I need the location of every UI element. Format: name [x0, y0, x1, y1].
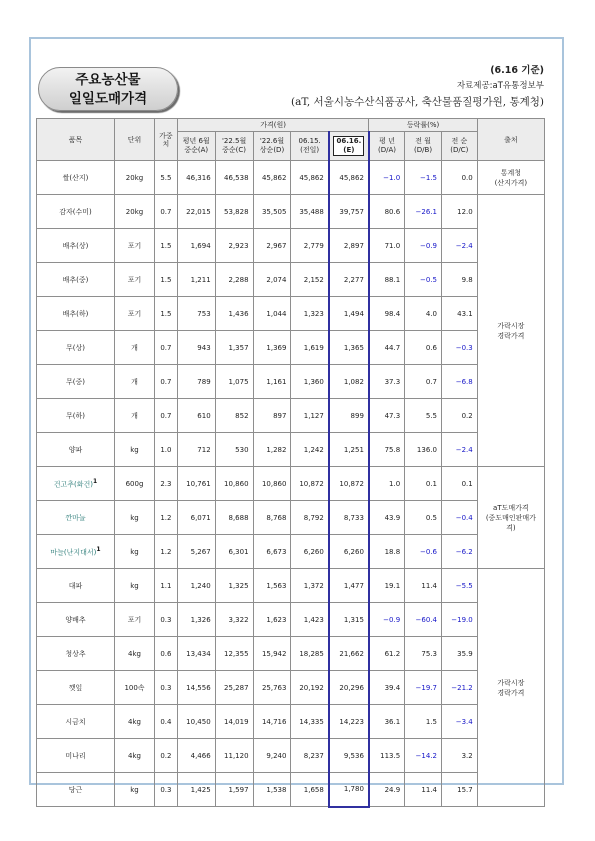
rate-vs-normal: 71.0 — [369, 229, 405, 263]
rate-vs-period: 12.0 — [441, 195, 477, 229]
rate-vs-period: 35.9 — [441, 637, 477, 671]
weight-cell: 0.2 — [155, 739, 178, 773]
weight-cell: 0.3 — [155, 671, 178, 705]
unit-cell: 100속 — [114, 671, 154, 705]
table-row — [37, 569, 545, 603]
unit-cell: 포기 — [114, 603, 154, 637]
rate-vs-period: −2.4 — [441, 229, 477, 263]
price-june: 15,942 — [253, 637, 291, 671]
rate-vs-normal: 75.8 — [369, 433, 405, 467]
price-june: 8,768 — [253, 501, 291, 535]
price-normal: 1,211 — [177, 263, 215, 297]
table-row — [37, 263, 545, 297]
price-normal: 14,556 — [177, 671, 215, 705]
header-weight: 가중치 — [155, 119, 178, 161]
rate-vs-month: −1.5 — [405, 161, 442, 195]
rate-vs-period: −6.8 — [441, 365, 477, 399]
price-prev-day: 10,872 — [291, 467, 329, 501]
item-name: 시금치 — [37, 705, 115, 739]
rate-vs-normal: 88.1 — [369, 263, 405, 297]
table-row — [37, 773, 545, 807]
price-normal: 13,434 — [177, 637, 215, 671]
rate-vs-normal: 113.5 — [369, 739, 405, 773]
rate-vs-month: −0.9 — [405, 229, 442, 263]
price-may: 1,436 — [215, 297, 253, 331]
rate-vs-period: 15.7 — [441, 773, 477, 807]
price-june: 1,538 — [253, 773, 291, 807]
price-today: 21,662 — [329, 637, 369, 671]
unit-cell: 포기 — [114, 263, 154, 297]
price-today: 10,872 — [329, 467, 369, 501]
price-normal: 753 — [177, 297, 215, 331]
price-normal: 10,450 — [177, 705, 215, 739]
price-normal: 46,316 — [177, 161, 215, 195]
item-name: 마늘(난지대서)$^1$ — [37, 535, 115, 569]
price-normal: 5,267 — [177, 535, 215, 569]
price-prev-day: 1,372 — [291, 569, 329, 603]
reference-date: (6.16 기준) — [490, 65, 544, 76]
header-price-col: 06.15. (전일) — [291, 132, 329, 161]
header-price-col: 평년 6월 중순(A) — [177, 132, 215, 161]
price-prev-day: 6,260 — [291, 535, 329, 569]
unit-cell: kg — [114, 535, 154, 569]
price-today: 1,365 — [329, 331, 369, 365]
weight-cell: 0.3 — [155, 603, 178, 637]
price-may: 14,019 — [215, 705, 253, 739]
price-prev-day: 1,360 — [291, 365, 329, 399]
price-table — [36, 118, 545, 808]
price-prev-day: 35,488 — [291, 195, 329, 229]
weight-cell: 1.5 — [155, 229, 178, 263]
item-name: 당근 — [37, 773, 115, 807]
rate-vs-period: 9.8 — [441, 263, 477, 297]
rate-vs-month: 11.4 — [405, 773, 442, 807]
rate-vs-period: −0.4 — [441, 501, 477, 535]
price-today: 1,780 — [329, 773, 369, 807]
price-june: 9,240 — [253, 739, 291, 773]
item-name: 배추(상) — [37, 229, 115, 263]
price-may: 852 — [215, 399, 253, 433]
header-source: 출처 — [477, 119, 544, 161]
weight-cell: 0.3 — [155, 773, 178, 807]
source-cell: 가락시장 경락가격 — [477, 569, 544, 807]
footnote-marker: 1 — [93, 477, 98, 485]
table-row — [37, 467, 545, 501]
price-today: 8,733 — [329, 501, 369, 535]
weight-cell: 0.7 — [155, 399, 178, 433]
unit-cell: kg — [114, 501, 154, 535]
title-line-1: 주요농산물 — [75, 72, 141, 88]
table-row — [37, 637, 545, 671]
item-name: 쌀(산지) — [37, 161, 115, 195]
unit-cell: 포기 — [114, 229, 154, 263]
price-june: 1,623 — [253, 603, 291, 637]
table-row — [37, 161, 545, 195]
price-june: 25,763 — [253, 671, 291, 705]
unit-cell: 20kg — [114, 161, 154, 195]
rate-vs-period: −2.4 — [441, 433, 477, 467]
price-today: 2,277 — [329, 263, 369, 297]
rate-vs-normal: 18.8 — [369, 535, 405, 569]
item-name: 건고추(화건)$^1$ — [37, 467, 115, 501]
rate-vs-period: −19.0 — [441, 603, 477, 637]
rate-vs-month: 0.6 — [405, 331, 442, 365]
rate-vs-normal: 44.7 — [369, 331, 405, 365]
rate-vs-month: 136.0 — [405, 433, 442, 467]
weight-cell: 0.7 — [155, 365, 178, 399]
table-row — [37, 671, 545, 705]
price-normal: 1,240 — [177, 569, 215, 603]
price-today: 14,223 — [329, 705, 369, 739]
item-name: 무(하) — [37, 399, 115, 433]
rate-vs-normal: 19.1 — [369, 569, 405, 603]
header-price-col: '22.5월 중순(C) — [215, 132, 253, 161]
rate-vs-month: −0.6 — [405, 535, 442, 569]
item-name: 무(상) — [37, 331, 115, 365]
table-row — [37, 229, 545, 263]
price-may: 2,288 — [215, 263, 253, 297]
rate-vs-normal: 80.6 — [369, 195, 405, 229]
rate-vs-normal: 61.2 — [369, 637, 405, 671]
unit-cell: 개 — [114, 399, 154, 433]
rate-vs-month: −19.7 — [405, 671, 442, 705]
price-may: 12,355 — [215, 637, 253, 671]
price-today: 2,897 — [329, 229, 369, 263]
price-today: 1,251 — [329, 433, 369, 467]
rate-vs-period: −5.5 — [441, 569, 477, 603]
price-may: 10,860 — [215, 467, 253, 501]
rate-vs-month: 11.4 — [405, 569, 442, 603]
table-row — [37, 603, 545, 637]
source-cell: 통계청 (산지가격) — [477, 161, 544, 195]
unit-cell: 포기 — [114, 297, 154, 331]
price-prev-day: 1,242 — [291, 433, 329, 467]
weight-cell: 0.4 — [155, 705, 178, 739]
price-may: 530 — [215, 433, 253, 467]
weight-cell: 0.6 — [155, 637, 178, 671]
rate-vs-month: 75.3 — [405, 637, 442, 671]
data-sources: (aT, 서울시농수산식품공사, 축산물품질평가원, 통계청) — [291, 96, 544, 108]
weight-cell: 1.5 — [155, 297, 178, 331]
price-june: 14,716 — [253, 705, 291, 739]
data-provider: 자료제공:aT유통정보부 — [456, 81, 544, 91]
price-may: 1,075 — [215, 365, 253, 399]
rate-vs-month: 4.0 — [405, 297, 442, 331]
price-prev-day: 8,237 — [291, 739, 329, 773]
rate-vs-period: 3.2 — [441, 739, 477, 773]
table-row — [37, 705, 545, 739]
unit-cell: 4kg — [114, 739, 154, 773]
rate-vs-normal: 39.4 — [369, 671, 405, 705]
rate-vs-normal: 43.9 — [369, 501, 405, 535]
price-may: 1,357 — [215, 331, 253, 365]
item-name: 청상추 — [37, 637, 115, 671]
weight-cell: 1.0 — [155, 433, 178, 467]
source-cell: aT도매가격 (중도매인판매가 격) — [477, 467, 544, 569]
report-title-badge — [38, 67, 178, 111]
rate-vs-normal: 36.1 — [369, 705, 405, 739]
price-today: 1,477 — [329, 569, 369, 603]
price-today: 45,862 — [329, 161, 369, 195]
rate-vs-normal: −0.9 — [369, 603, 405, 637]
price-prev-day: 1,323 — [291, 297, 329, 331]
table-row — [37, 365, 545, 399]
rate-vs-period: −3.4 — [441, 705, 477, 739]
table-row — [37, 501, 545, 535]
header-rate-col: 평 년 (D/A) — [369, 132, 405, 161]
price-prev-day: 45,862 — [291, 161, 329, 195]
weight-cell: 1.5 — [155, 263, 178, 297]
price-may: 1,325 — [215, 569, 253, 603]
price-normal: 712 — [177, 433, 215, 467]
price-may: 8,688 — [215, 501, 253, 535]
item-name: 깻잎 — [37, 671, 115, 705]
price-june: 897 — [253, 399, 291, 433]
price-prev-day: 2,152 — [291, 263, 329, 297]
price-june: 1,044 — [253, 297, 291, 331]
price-today: 1,494 — [329, 297, 369, 331]
price-normal: 943 — [177, 331, 215, 365]
table-row — [37, 535, 545, 569]
rate-vs-month: 0.1 — [405, 467, 442, 501]
price-prev-day: 1,127 — [291, 399, 329, 433]
rate-vs-month: 0.5 — [405, 501, 442, 535]
rate-vs-normal: 47.3 — [369, 399, 405, 433]
weight-cell: 1.2 — [155, 535, 178, 569]
price-may: 25,287 — [215, 671, 253, 705]
price-june: 1,563 — [253, 569, 291, 603]
item-name: 양파 — [37, 433, 115, 467]
price-prev-day: 1,658 — [291, 773, 329, 807]
rate-vs-month: −60.4 — [405, 603, 442, 637]
header-rate-col: 전 월 (D/B) — [405, 132, 442, 161]
price-prev-day: 8,792 — [291, 501, 329, 535]
price-today: 1,082 — [329, 365, 369, 399]
weight-cell: 1.1 — [155, 569, 178, 603]
price-june: 35,505 — [253, 195, 291, 229]
rate-vs-month: −14.2 — [405, 739, 442, 773]
weight-cell: 5.5 — [155, 161, 178, 195]
rate-vs-normal: 98.4 — [369, 297, 405, 331]
table-row — [37, 297, 545, 331]
weight-cell: 2.3 — [155, 467, 178, 501]
header-unit: 단위 — [114, 119, 154, 161]
price-june: 6,673 — [253, 535, 291, 569]
unit-cell: 개 — [114, 331, 154, 365]
unit-cell: 20kg — [114, 195, 154, 229]
table-row — [37, 195, 545, 229]
rate-vs-month: 1.5 — [405, 705, 442, 739]
header-price-group: 가격(원) — [177, 119, 369, 132]
unit-cell: kg — [114, 433, 154, 467]
price-today: 6,260 — [329, 535, 369, 569]
rate-vs-period: 0.1 — [441, 467, 477, 501]
item-name: 감자(수미) — [37, 195, 115, 229]
weight-cell: 0.7 — [155, 331, 178, 365]
rate-vs-period: −6.2 — [441, 535, 477, 569]
price-june: 10,860 — [253, 467, 291, 501]
header-rate-group: 등락률(%) — [369, 119, 477, 132]
rate-vs-normal: 37.3 — [369, 365, 405, 399]
price-today: 1,315 — [329, 603, 369, 637]
price-prev-day: 2,779 — [291, 229, 329, 263]
item-name: 배추(하) — [37, 297, 115, 331]
rate-vs-period: −0.3 — [441, 331, 477, 365]
price-prev-day: 18,285 — [291, 637, 329, 671]
item-name: 깐마늘 — [37, 501, 115, 535]
rate-vs-month: 5.5 — [405, 399, 442, 433]
price-today: 9,536 — [329, 739, 369, 773]
price-normal: 789 — [177, 365, 215, 399]
table-row — [37, 433, 545, 467]
weight-cell: 0.7 — [155, 195, 178, 229]
rate-vs-month: −0.5 — [405, 263, 442, 297]
rate-vs-month: 0.7 — [405, 365, 442, 399]
unit-cell: kg — [114, 773, 154, 807]
unit-cell: 개 — [114, 365, 154, 399]
rate-vs-period: −21.2 — [441, 671, 477, 705]
price-normal: 6,071 — [177, 501, 215, 535]
table-row — [37, 331, 545, 365]
price-may: 53,828 — [215, 195, 253, 229]
price-may: 3,322 — [215, 603, 253, 637]
price-prev-day: 1,619 — [291, 331, 329, 365]
price-june: 2,967 — [253, 229, 291, 263]
unit-cell: kg — [114, 569, 154, 603]
price-today: 20,296 — [329, 671, 369, 705]
footnote-marker: 1 — [96, 545, 101, 553]
rate-vs-period: 0.0 — [441, 161, 477, 195]
unit-cell: 600g — [114, 467, 154, 501]
table-row — [37, 399, 545, 433]
price-june: 2,074 — [253, 263, 291, 297]
price-today: 39,757 — [329, 195, 369, 229]
unit-cell: 4kg — [114, 705, 154, 739]
price-prev-day: 1,423 — [291, 603, 329, 637]
table-row — [37, 739, 545, 773]
price-normal: 22,015 — [177, 195, 215, 229]
price-prev-day: 20,192 — [291, 671, 329, 705]
price-may: 11,120 — [215, 739, 253, 773]
item-name: 양배추 — [37, 603, 115, 637]
price-may: 46,538 — [215, 161, 253, 195]
price-may: 2,923 — [215, 229, 253, 263]
title-line-2: 일일도매가격 — [68, 91, 148, 107]
header-rate-col: 전 순 (D/C) — [441, 132, 477, 161]
price-june: 45,862 — [253, 161, 291, 195]
price-normal: 610 — [177, 399, 215, 433]
price-normal: 1,326 — [177, 603, 215, 637]
item-name: 무(중) — [37, 365, 115, 399]
price-may: 1,597 — [215, 773, 253, 807]
price-normal: 4,466 — [177, 739, 215, 773]
rate-vs-normal: 24.9 — [369, 773, 405, 807]
header-item: 품목 — [37, 119, 115, 161]
rate-vs-period: 0.2 — [441, 399, 477, 433]
price-today: 899 — [329, 399, 369, 433]
rate-vs-normal: 1.0 — [369, 467, 405, 501]
item-name: 대파 — [37, 569, 115, 603]
item-name: 미나리 — [37, 739, 115, 773]
price-may: 6,301 — [215, 535, 253, 569]
price-june: 1,161 — [253, 365, 291, 399]
weight-cell: 1.2 — [155, 501, 178, 535]
price-prev-day: 14,335 — [291, 705, 329, 739]
header-price-col: 06.16. (E) — [329, 132, 369, 161]
price-normal: 1,425 — [177, 773, 215, 807]
price-normal: 1,694 — [177, 229, 215, 263]
price-june: 1,369 — [253, 331, 291, 365]
header-price-col: '22.6월 상순(D) — [253, 132, 291, 161]
rate-vs-period: 43.1 — [441, 297, 477, 331]
rate-vs-normal: −1.0 — [369, 161, 405, 195]
source-cell: 가락시장 경락가격 — [477, 195, 544, 467]
unit-cell: 4kg — [114, 637, 154, 671]
price-june: 1,282 — [253, 433, 291, 467]
item-name: 배추(중) — [37, 263, 115, 297]
price-normal: 10,761 — [177, 467, 215, 501]
rate-vs-month: −26.1 — [405, 195, 442, 229]
